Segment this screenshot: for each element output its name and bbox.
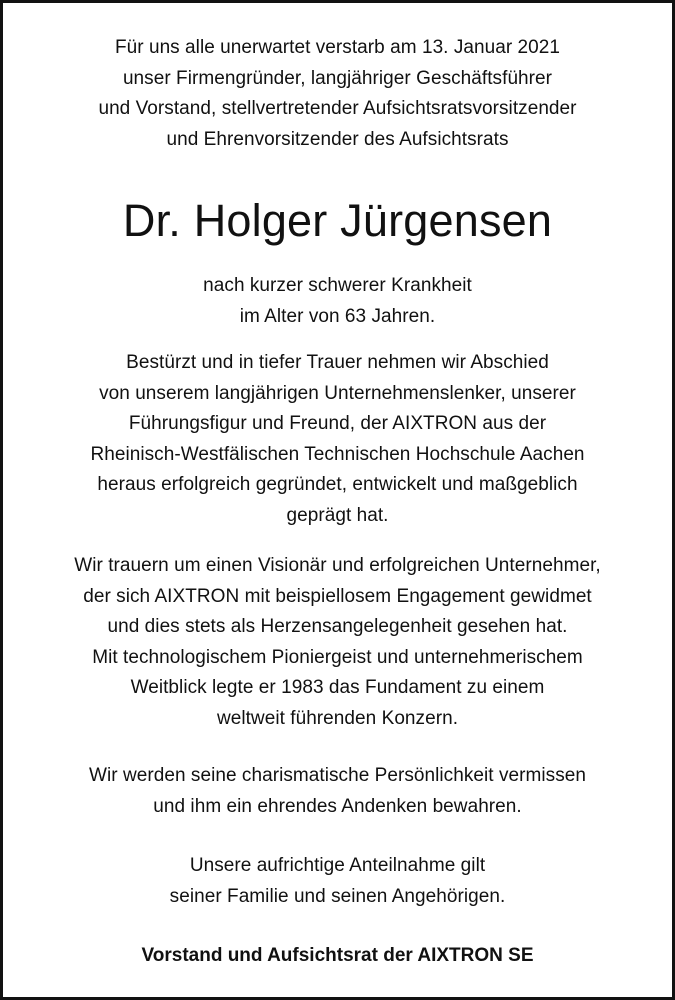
condolence-paragraph (3, 851, 672, 912)
circumstances-line: im Alter von 63 Jahren. (239, 305, 436, 327)
intro-line: und Vorstand, stellvertretender Aufsichtsratsvorsitzender (98, 98, 577, 120)
tribute-line: der sich AIXTRON mit beispiellosem Engagement gewidmet (83, 585, 592, 607)
tribute-line: und dies stets als Herzensangelegenheit gesehen hat. (107, 616, 568, 638)
intro-line: und Ehrenvorsitzender des Aufsichtsrats (166, 128, 509, 150)
farewell-line: Rheinisch-Westfälischen Technischen Hochschule Aachen (90, 443, 585, 465)
farewell-paragraph (3, 348, 672, 532)
intro-line: unser Firmengründer, langjähriger Geschäftsführer (122, 67, 553, 89)
intro-paragraph (3, 33, 672, 155)
memory-line: und ihm ein ehrendes Andenken bewahren. (153, 795, 522, 817)
circumstances-line: nach kurzer schwerer Krankheit (203, 275, 472, 296)
signature: Vorstand und Aufsichtsrat der AIXTRON SE (141, 945, 534, 966)
farewell-line: von unserem langjährigen Unternehmenslenker, unserer (99, 382, 576, 404)
farewell-line: Bestürzt und in tiefer Trauer nehmen wir Abschied (126, 352, 549, 373)
tribute-line: Weitblick legte er 1983 das Fundament zu einem (130, 677, 545, 699)
memory-line: Wir werden seine charismatische Persönlichkeit vermissen (89, 765, 586, 786)
tribute-paragraph (3, 551, 672, 735)
condolence-line: seiner Familie und seinen Angehörigen. (169, 885, 506, 907)
memory-paragraph (3, 761, 672, 822)
tribute-line: weltweit führenden Konzern. (216, 707, 459, 729)
condolence-line: Unsere aufrichtige Anteilnahme gilt (189, 855, 486, 876)
tribute-line: Wir trauern um einen Visionär und erfolgreichen Unternehmer, (74, 555, 601, 576)
farewell-line: heraus erfolgreich gegründet, entwickelt und maßgeblich (97, 474, 578, 496)
circumstances-paragraph (3, 271, 672, 332)
farewell-line: Führungsfigur und Freund, der AIXTRON aus der (128, 413, 547, 435)
farewell-line: geprägt hat. (286, 504, 389, 526)
intro-line: Für uns alle unerwartet verstarb am 13. Januar 2021 (114, 37, 561, 58)
deceased-name: Dr. Holger Jürgensen (122, 195, 553, 246)
tribute-line: Mit technologischem Pioniergeist und unternehmerischem (92, 646, 583, 668)
